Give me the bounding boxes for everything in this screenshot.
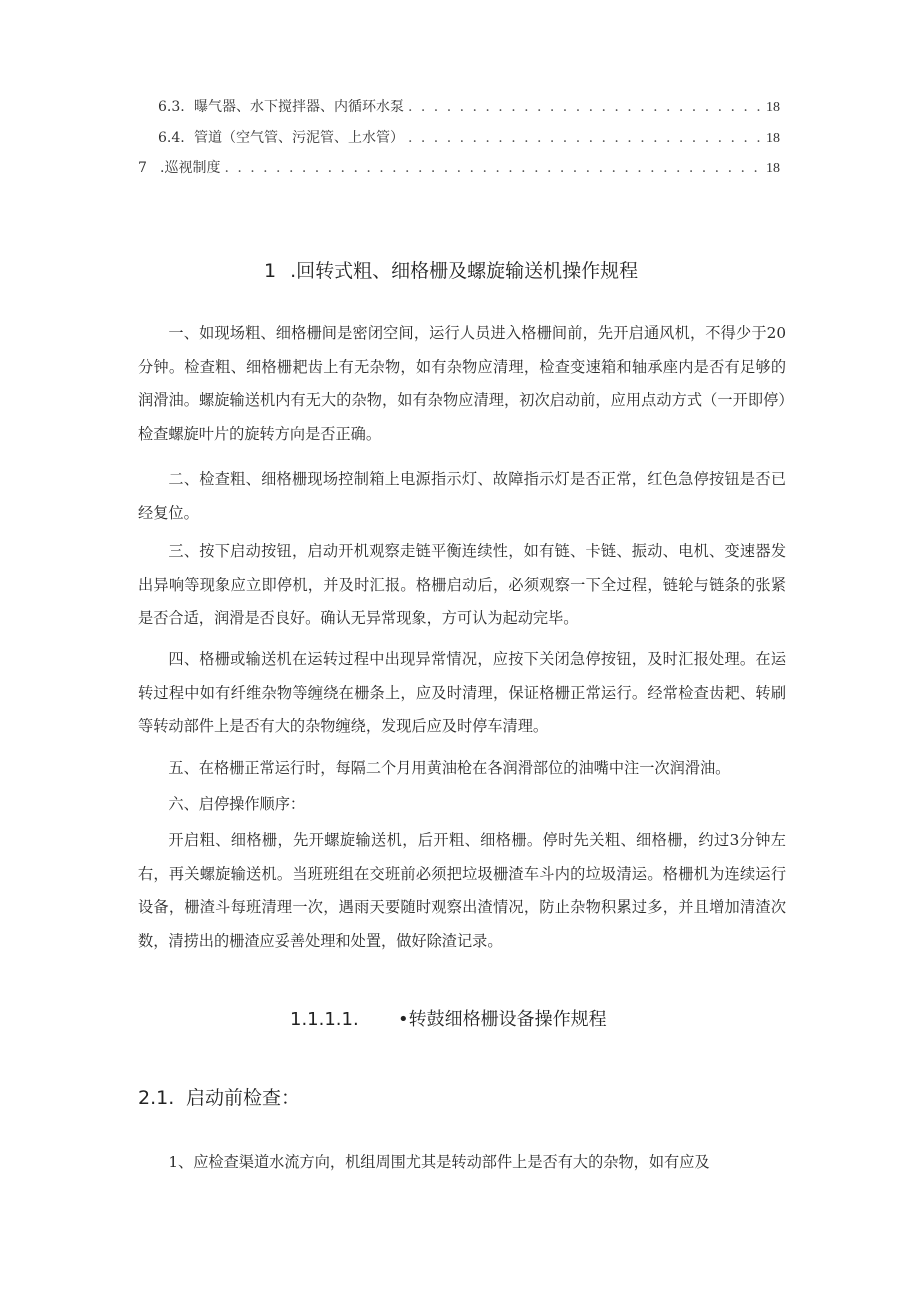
- section-2-1-heading: [138, 1083, 300, 1110]
- toc-item-title: 管道（空气管、污泥管、上水管）: [194, 130, 404, 146]
- toc-leader-dots: [224, 160, 762, 176]
- section-1-number: 1: [264, 260, 277, 282]
- toc-item-title: 曝气器、水下搅拌器、内循环水泵: [194, 99, 404, 115]
- body-paragraph: 1、应检查渠道水流方向，机组周围尤其是转动部件上是否有大的杂物，如有应及: [168, 1153, 710, 1171]
- subsection-number: 1.1.1.1.: [290, 1009, 359, 1030]
- toc-item-page: 18: [766, 161, 780, 176]
- toc-item-number: 6.3.: [158, 99, 185, 115]
- toc-leader-dots: [408, 130, 762, 146]
- body-paragraph: 五、在格栅正常运行时，每隔二个月用黄油枪在各润滑部位的油嘴中注一次润滑油。: [168, 759, 731, 777]
- toc-item-number: 6.4.: [158, 130, 185, 146]
- toc-leader-dots: [408, 99, 762, 115]
- body-paragraph: 三、按下启动按钮，启动开机观察走链平衡连续性，如有链、卡链、振动、电机、变速器发出异响等现象应立即停机，并及时汇报。格栅启动后，必须观察一下全过程，链轮与链条的张紧是否合适，润滑是否良好。确认无异常现象，方可认为起动完毕。: [138, 542, 786, 628]
- section-1-title: .回转式粗、细格栅及螺旋输送机操作规程: [290, 260, 639, 282]
- toc-item: [138, 157, 780, 179]
- toc-item: [158, 127, 780, 149]
- toc-item-page: 18: [766, 131, 780, 146]
- section-2-1-number: 2.1.: [138, 1087, 175, 1109]
- body-paragraph: 开启粗、细格栅，先开螺旋输送机，后开粗、细格栅。停时先关粗、细格栅，约过3分钟左右，再关螺旋输送机。当班班组在交班前必须把垃圾栅渣车斗内的垃圾清运。格栅机为连续运行设备，栅渣斗每班清理一次，遇雨天要随时观察出渣情况，防止杂物积累过多，并且增加清渣次数，清捞出的栅渣应妥善处理和处置，做好除渣记录。: [138, 831, 786, 951]
- subsection-title: •转鼓细格栅设备操作规程: [398, 1009, 607, 1030]
- toc-item: [158, 96, 780, 118]
- toc-item-number: 7: [138, 160, 147, 176]
- body-paragraph: 四、格栅或输送机在运转过程中出现异常情况，应按下关闭急停按钮，及时汇报处理。在运转过程中如有纤维杂物等缠绕在栅条上，应及时清理，保证格栅正常运行。经常检查齿耙、转刷等转动部件上是否有大的杂物缠绕，发现后应及时停车清理。: [138, 650, 786, 736]
- section-2-1-title: 启动前检查：: [186, 1087, 301, 1109]
- section-1-heading: [264, 256, 638, 283]
- toc-item-title: .巡视制度: [160, 160, 221, 176]
- toc-item-page: 18: [766, 100, 780, 115]
- subsection-heading: [290, 1005, 607, 1031]
- body-paragraph: 六、启停操作顺序：: [168, 795, 306, 813]
- body-paragraph: 二、检查粗、细格栅现场控制箱上电源指示灯、故障指示灯是否正常，红色急停按钮是否已经复位。: [138, 470, 786, 522]
- body-paragraph: 一、如现场粗、细格栅间是密闭空间，运行人员进入格栅间前，先开启通风机，不得少于20分钟。检查粗、细格栅耙齿上有无杂物，如有杂物应清理，检查变速箱和轴承座内是否有足够的润滑油。螺旋输送机内有无大的杂物，如有杂物应清理，初次启动前，应用点动方式（一开即停）检查螺旋叶片的旋转方向是否正确。: [138, 324, 786, 444]
